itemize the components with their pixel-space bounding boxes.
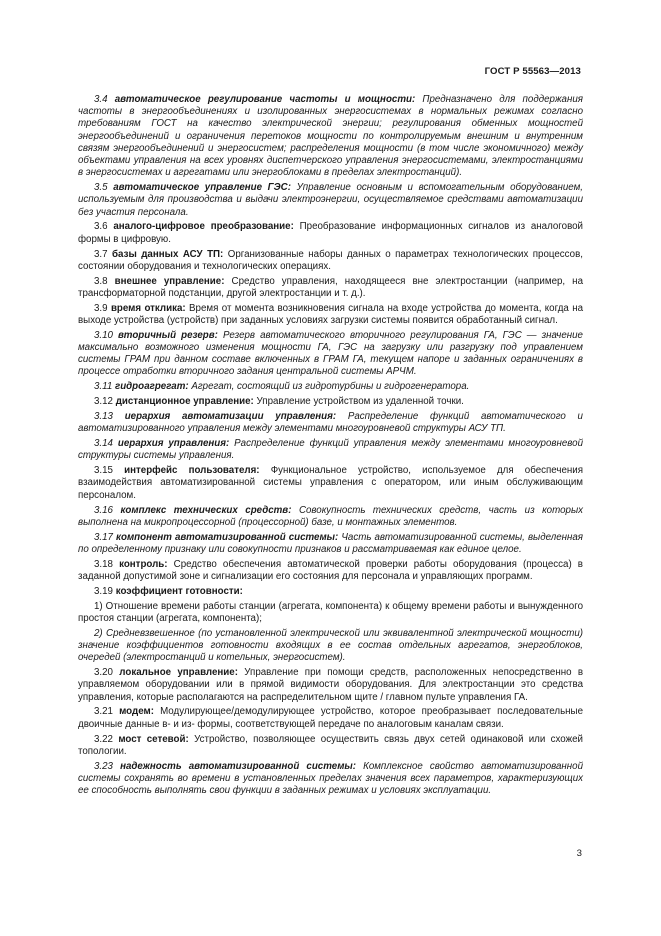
document-code: ГОСТ Р 55563—2013 [484,66,581,77]
definition-entry: 3.20 локальное управление: Управление при помощи средств, расположенных непосредственно в управляемом оборудовании или в прямой видимости оборудования. Для электростанции это средства управления, которые располагаются на распределительном щите / главном пульте управления ГА. [78,667,583,703]
page-number: 3 [576,848,582,859]
term: время отклика: [110,302,186,314]
term: базы данных АСУ ТП: [112,248,224,260]
term: коэффициент готовности: [115,585,243,597]
document-body [78,94,583,800]
definition-entry: 3.22 мост сетевой: Устройство, позволяющее осуществить связь двух сетей одинаковой или схожей топологии. [78,733,583,757]
sub-item: 2) Средневзвешенное (по установленной электрической или эквивалентной электрической мощности) значение коэффициентов готовности входящих в ее состав отдельных агрегатов, энергоблоков, очередей (электростанций и котельных, энергосистем). [78,627,583,664]
definition-entry: 3.12 дистанционное управление: Управление устройством из удаленной точки. [94,396,464,408]
term: вторичный резерв: [118,329,218,341]
definition-entry: 3.7 базы данных АСУ ТП: Организованные наборы данных о параметрах технологических процессов, состоянии оборудования и технологических операциях. [78,248,583,272]
term: дистанционное управление: [115,396,254,408]
definition-entry: 3.5 автоматическое управление ГЭС: Управление основным и вспомогательным оборудованием, используемым для производства и выдачи электроэнергии, осуществляемое средствами автоматизации без участия персонала. [78,182,583,218]
definition-entry: 3.13 иерархия автоматизации управления: Распределение функций автоматического и автоматизированного управления между элементами многоуровневой структуры АСУ ТП. [78,411,583,435]
definition-entry: 3.9 время отклика: Время от момента возникновения сигнала на входе устройства до момента, когда на выходе устройства (устройств) при заданных условиях загрузки системы появится обработанный сигнал. [78,302,583,326]
definition-entry: 3.4 автоматическое регулирование частоты и мощности: Предназначено для поддержания частоты в энергообъединениях и изолированных энергосистемах в нормальных режимах согласно требованиям ГОСТ на качество электрической энергии; регулирования обменных мощностей энергообъединений и ограничения перетоков мощности по контролируемым внешним и внутренним связям энергообъединений и энергосистем; распределения мощности (в том числе экономичного) между объектами управления на всех уровнях диспетчерского управления энергосистемами, электростанциями в энергосистемах и агрегатами или энергоблоками в пределах электростанций). [78,94,583,179]
definition-entry: 3.21 модем: Модулирующее/демодулирующее устройство, которое преобразывает последовательные двоичные данные в- и из- формы, соответствующей передаче по аналоговым каналам связи. [78,706,583,730]
definition-entry: 3.8 внешнее управление: Средство управления, находящееся вне электростанции (например, на трансформаторной подстанции, другой электростанции и т. д.). [78,275,583,299]
definition-entry: 3.10 вторичный резерв: Резерв автоматического вторичного регулирования ГА, ГЭС — значение максимально возможного изменения мощности ГА, ГЭС на загрузку или разгрузку под управлением системы ГРАМ при данном составе включенных в ГРАМ ГА, текущем напоре и заданных ограничениях в процессе отработки вторичного задания центральной системы АРЧМ. [78,329,583,378]
term: гидроагрегат: [114,381,189,393]
term: локальное управление: [119,667,238,679]
term: иерархия управления: [117,438,230,450]
definition-entry: 3.11 гидроагрегат: Агрегат, состоящий из гидротурбины и гидрогенератора. [94,381,470,393]
term: аналого-цифровое преобразование: [113,221,294,233]
term: компонент автоматизированной системы: [116,531,339,543]
definition-entry: 3.14 иерархия управления: Распределение функций управления между элементами многоуровневой структуры системы управления. [78,438,583,462]
term: иерархия автоматизации управления: [124,411,337,423]
definition-entry: 3.18 контроль: Средство обеспечения автоматической проверки работы оборудования (процесса) в заданной допустимой зоне и сигнализации его состояния для персонала и управляющих программ. [78,558,583,582]
definition-entry: 3.17 компонент автоматизированной системы: Часть автоматизированной системы, выделенная по определенному признаку или совокупности признаков и рассматриваемая как единое целое. [78,531,583,555]
definition-entry: 3.6 аналого-цифровое преобразование: Преобразование информационных сигналов из аналоговой формы в цифровую. [78,221,584,245]
sub-item: 1) Отношение времени работы станции (агрегата, компонента) к общему времени работы и вынужденного простоя станции (агрегата, компонента); [78,600,583,624]
definition-entry: 3.15 интерфейс пользователя: Функциональное устройство, используемое для обеспечения взаимодействия автоматизированной системы управления с оператором, или иным обслуживающим персоналом. [78,465,583,501]
term: автоматическое управление ГЭС: [113,182,291,194]
definition-entry: 3.19 коэффициент готовности: [94,585,243,597]
definition-entry: 3.23 надежность автоматизированной системы: Комплексное свойство автоматизированной системы сохранять во времени в установленных пределах значения всех параметров, характеризующих ее способность выполнять свои функции в заданных режимах и условиях эксплуатации. [78,760,584,796]
term: мост сетевой: [118,733,189,745]
definition-entry: 3.16 комплекс технических средств: Совокупность технических средств, часть из которых выполнена на микропроцессорной (процессорной) базе, и монтажных элементов. [78,504,583,528]
term: интерфейс пользователя: [124,465,260,477]
term: модем: [119,706,154,718]
term: комплекс технических средств: [120,504,292,516]
term: контроль: [119,558,168,570]
term: надежность автоматизированной системы: [120,760,356,772]
term: внешнее управление: [114,275,225,287]
term: автоматическое регулирование частоты и мощности: [114,94,416,105]
